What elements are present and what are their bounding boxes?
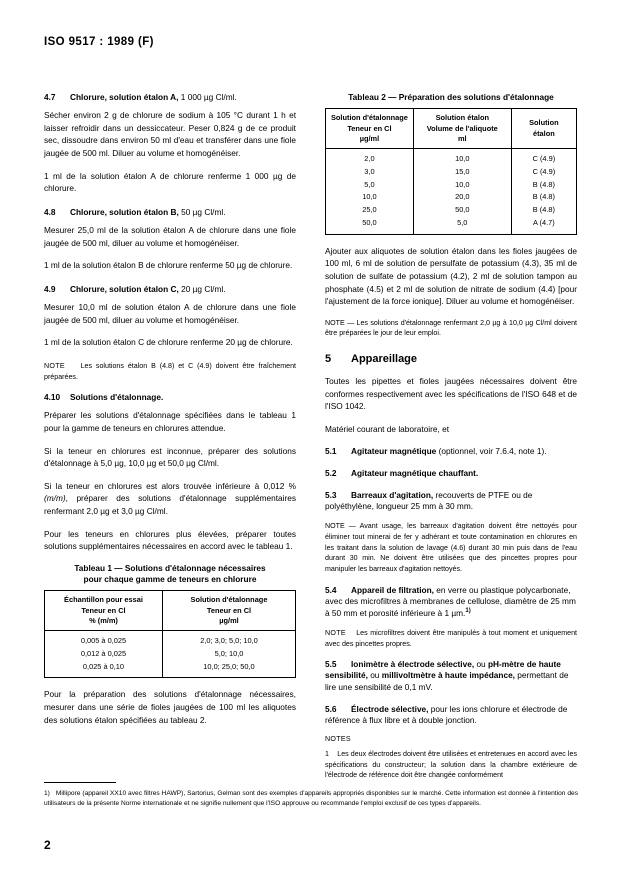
table-2-cell: 15,0 <box>413 166 511 179</box>
table-2-header-1-line-2: Teneur en Cl <box>347 123 392 133</box>
notes-title-5-6: NOTES <box>325 735 351 744</box>
clause-title-4-8: Chlorure, solution étalon B, <box>70 206 179 217</box>
table-2-body <box>326 149 577 234</box>
table-2-header-2-line-1: Solution étalon <box>435 113 489 123</box>
table-2-cell: B (4.8) <box>511 204 576 217</box>
clause-title-rest-4-8: 50 µg Cl/ml. <box>181 206 226 217</box>
table-2-header-cell-3 <box>511 109 576 149</box>
table-1-cell: 0,012 à 0,025 <box>45 648 163 661</box>
table-1-head <box>45 591 296 631</box>
table-row <box>45 631 296 648</box>
note-5-6-text: Les deux électrodes doivent être utilisées et entretenues en accord avec les spécifications du constructeur; la solution dans la chambre extérieure de l'électrode de référence doit être changée conformément <box>325 750 577 780</box>
clause-number-4-10: 4.10 <box>44 392 61 403</box>
table-1-header-1-line-1: Échantillon pour essai <box>64 595 143 605</box>
footnote-marker: 1) <box>44 790 50 797</box>
table-1-header-row <box>45 591 296 631</box>
clause-rest-5-6: pour les ions chlorure et électrode de référence à flux libre et à double jonction. <box>325 703 568 725</box>
clause-number-4-9: 4.9 <box>44 283 56 294</box>
table-2-header-2-line-2: Volume de l'aliquote <box>426 123 498 133</box>
table-2 <box>325 108 577 234</box>
table-2-header-1-line-3: µg/ml <box>359 133 380 143</box>
clause-mid-5-5-b: ou <box>367 670 382 681</box>
clause-title-5-5-c: millivoltmètre à haute impédance, <box>381 670 515 681</box>
table-1-caption-line-2: pour chaque gamme de teneurs en chlorure <box>83 574 257 585</box>
note-5-6-marker: 1 <box>325 750 329 759</box>
table-1-cell: 0,025 à 0,10 <box>45 661 163 678</box>
table-1-header-cell-1 <box>45 591 163 631</box>
table-2-cell: 25,0 <box>326 204 414 217</box>
paragraph-4-9-2: 1 ml de la solution étalon C de chlorure renferme 20 µg de chlorure. <box>44 337 293 348</box>
table-2-cell: 3,0 <box>326 166 414 179</box>
table-2-header-3-line-2: étalon <box>532 128 555 138</box>
clause-heading-5-4 <box>325 585 577 619</box>
table-2-cell: C (4.9) <box>511 166 576 179</box>
clause-heading-5-3 <box>325 490 577 512</box>
table-2-cell: 10,0 <box>413 179 511 192</box>
clause-heading-5-6 <box>325 704 577 726</box>
table-2-cell: 50,0 <box>413 204 511 217</box>
note-5-4-text: Les microfiltres doivent être manipulés à tout moment et uniquement avec des pincettes propres. <box>325 628 577 648</box>
table-1-header-1-line-3: % (m/m) <box>89 615 118 625</box>
clause-title-5-1: Agitateur magnétique <box>351 445 437 456</box>
paragraph-4-7-1: Sécher environ 2 g de chlorure de sodium à 105 °C durant 1 h et laisser refroidir dans un dessiccateur. Peser 0,824 g de ce produit sec, dissoudre dans environ 50 ml d'eau et transférer dans une fiole jaugée de 500 ml. Diluer au volume et homogénéiser. <box>44 110 296 159</box>
paragraph-4-10-3-a: Si la teneur en chlorures est alors trouvée inférieure à 0,012 % <box>44 480 296 491</box>
note-5-4-label: NOTE <box>325 628 346 637</box>
table-1 <box>44 590 296 678</box>
table-row <box>326 179 577 192</box>
left-column <box>44 92 296 736</box>
clause-number-4-7: 4.7 <box>44 92 56 102</box>
table-2-header-row <box>326 109 577 149</box>
clause-rest-5-3: recouverts de PTFE ou de polyéthylène, longueur 25 mm à 30 mm. <box>325 490 533 512</box>
note-5-6-item-1 <box>325 749 577 781</box>
note-5-3-label: NOTE — <box>325 522 360 531</box>
table-2-cell: C (4.9) <box>511 149 576 166</box>
table-2-cell: 10,0 <box>326 191 414 204</box>
table-1-header-cell-2 <box>162 591 295 631</box>
footnote-marker-inline: 1) <box>465 607 471 614</box>
section-number-5: 5 <box>325 353 332 365</box>
table-1-caption <box>44 563 296 585</box>
clause-title-5-5-b: pH-mètre de haute sensibilité, <box>325 659 561 681</box>
clause-heading-5-5 <box>325 659 577 693</box>
note-table-2-label: NOTE — <box>325 318 357 327</box>
table-1-header-2-line-3: µg/ml <box>219 615 239 625</box>
note-text-4-9: Les solutions étalon B (4.8) et C (4.9) doivent être fraîchement préparées. <box>44 361 296 381</box>
table-1-header-2-line-2: Teneur en Cl <box>206 605 252 615</box>
clause-title-5-6: Électrode sélective, <box>351 703 429 714</box>
table-2-head <box>326 109 577 149</box>
table-row <box>326 166 577 179</box>
table-2-cell: B (4.8) <box>511 179 576 192</box>
footnote-divider <box>44 782 116 783</box>
table-row <box>326 204 577 217</box>
paragraph-4-10-3-b: , préparer des solutions d'étalonnage supplémentaires renfermant 2,0 µg et 3,0 µg Cl/ml. <box>44 493 296 516</box>
table-1-wrapper <box>44 563 296 679</box>
note-5-4 <box>325 628 577 649</box>
document-header: ISO 9517 : 1989 (F) <box>44 36 154 48</box>
paragraph-4-10-1: Préparer les solutions d'étalonnage spécifiées dans le tableau 1 pour la gamme de teneurs en chlorures attendue. <box>44 410 296 433</box>
clause-number-4-8: 4.8 <box>44 206 56 217</box>
table-2-header-cell-1 <box>326 109 414 149</box>
table-2-cell: A (4.7) <box>511 217 576 234</box>
footnote-text: Millipore (appareil XX10 avec filtres HAWP), Sartorius, Gelman sont des exemples d'appareils appropriés disponibles sur le marché. Cette information est donnée à l'intention des utilisateurs de la présente Norme internationale et ne signifie nullement que l'ISO approuve ou recommande l'emploi exclusif de ces types d'appareils. <box>44 790 578 808</box>
clause-title-4-10: Solutions d'étalonnage. <box>70 392 164 403</box>
clause-heading-4-10 <box>44 392 296 403</box>
table-row <box>326 191 577 204</box>
clause-title-5-3: Barreaux d'agitation, <box>351 490 434 500</box>
clause-mid-5-5-a: ou <box>474 659 488 670</box>
table-2-header-cell-2 <box>413 109 511 149</box>
clause-heading-5-1 <box>325 446 577 457</box>
table-1-caption-line-1: Tableau 1 — Solutions d'étalonnage nécessaires <box>74 562 266 573</box>
clause-heading-5-2 <box>325 468 577 479</box>
table-2-wrapper <box>325 92 577 235</box>
clause-number-5-1: 5.1 <box>325 445 337 456</box>
table-2-header-1-line-1: Solution d'étalonnage <box>330 113 408 123</box>
table-1-cell: 10,0; 25,0; 50,0 <box>162 661 295 678</box>
table-1-cell: 5,0; 10,0 <box>162 648 295 661</box>
clause-title-5-4: Appareil de filtration, <box>351 584 434 595</box>
clause-heading-4-7 <box>44 92 296 103</box>
table-row <box>45 648 296 661</box>
clause-title-rest-4-9: 20 µg Cl/ml. <box>181 283 226 294</box>
clause-title-rest-4-7: 1 000 µg Cl/ml. <box>180 92 237 102</box>
clause-number-5-2: 5.2 <box>325 467 337 478</box>
table-1-body <box>45 631 296 678</box>
right-column <box>325 92 577 791</box>
paragraph-4-10-4: Pour les teneurs en chlorures plus élevées, préparer toutes solutions supplémentaires nécessaires en accord avec le tableau 1. <box>44 528 296 552</box>
paragraph-5-intro-2: Matériel courant de laboratoire, et <box>325 424 450 435</box>
table-2-cell: 10,0 <box>413 149 511 166</box>
paragraph-4-8-2: 1 ml de la solution étalon B de chlorure renferme 50 µg de chlorure. <box>44 260 293 271</box>
table-1-cell: 0,005 à 0,025 <box>45 631 163 648</box>
clause-rest-5-1: (optionnel, voir 7.6.4, note 1). <box>436 445 547 456</box>
clause-heading-4-9 <box>44 284 296 295</box>
note-label-4-9: NOTE <box>44 361 65 370</box>
paragraph-4-7-2: 1 ml de la solution étalon A de chlorure renferme 1 000 µg de chlorure. <box>44 170 296 194</box>
clause-title-5-5-a: Ionimètre à électrode sélective, <box>351 659 475 670</box>
clause-rest-5-5: permettant de lire une sensibilité de 0,1 mV. <box>325 670 569 692</box>
footnote <box>44 789 578 809</box>
table-2-cell: 50,0 <box>326 217 414 234</box>
clause-number-5-5: 5.5 <box>325 659 337 670</box>
clause-rest-5-4: en verre ou plastique polycarbonate, avec des microfiltres à membranes de cellulose, diamètre de 25 mm à 50 mm et porosité inférieure à 1 µm. <box>325 584 576 618</box>
table-row <box>326 149 577 166</box>
note-table-2 <box>325 318 577 339</box>
paragraph-4-10-3-italic: (m/m) <box>44 493 66 504</box>
note-5-3 <box>325 521 577 574</box>
table-row <box>45 661 296 678</box>
table-2-cell: 20,0 <box>413 191 511 204</box>
table-1-header-2-line-1: Solution d'étalonnage <box>190 595 268 605</box>
table-row <box>326 217 577 234</box>
note-4-9 <box>44 361 296 382</box>
clause-number-5-6: 5.6 <box>325 703 337 714</box>
section-heading-5 <box>325 353 577 366</box>
table-2-header-3-line-1: Solution <box>529 118 559 128</box>
table-2-header-2-line-3: ml <box>457 133 467 143</box>
table-2-caption: Tableau 2 — Préparation des solutions d'étalonnage <box>348 92 554 102</box>
paragraph-4-10-2: Si la teneur en chlorures est inconnue, préparer des solutions d'étalonnage à 5,0 µg, 10,0 µg et 50,0 µg Cl/ml. <box>44 445 296 469</box>
clause-number-5-4: 5.4 <box>325 584 337 595</box>
clause-title-5-2: Agitateur magnétique chauffant. <box>351 467 479 478</box>
note-table-2-text: Les solutions d'étalonnage renfermant 2,0 µg à 10,0 µg Cl/ml doivent être préparées le jour de leur emploi. <box>325 318 577 338</box>
table-2-cell: 2,0 <box>326 149 414 166</box>
clause-heading-4-8 <box>44 207 296 218</box>
clause-number-5-3: 5.3 <box>325 490 337 500</box>
table-1-header-1-line-2: Teneur en Cl <box>81 605 126 615</box>
table-2-cell: B (4.8) <box>511 191 576 204</box>
clause-title-4-9: Chlorure, solution étalon C, <box>70 283 179 294</box>
paragraph-ajouter: Ajouter aux aliquotes de solution étalon dans les fioles jaugées de 100 ml, 6 ml de solution de persulfate de potassium (4.3), 35 ml de solution de sulfate de potassium (4.2), 2 ml de solution tampon au phosphate (4.5) et 2 ml de solution de nitrate de sodium (4.4) [pour l'ajustement de la force ionique]. Diluer au volume et homogénéiser. <box>325 245 577 307</box>
paragraph-4-10-3 <box>44 480 296 518</box>
clause-title-4-7: Chlorure, solution étalon A, <box>70 92 179 102</box>
paragraph-4-8-1: Mesurer 25,0 ml de la solution étalon A de chlorure dans une fiole jaugée de 500 ml, diluer au volume et homogénéiser. <box>44 225 296 248</box>
paragraph-4-10-5: Pour la préparation des solutions d'étalonnage nécessaires, mesurer dans une série de fioles jaugées de 100 ml les aliquotes des solutions étalon spécifiées au tableau 2. <box>44 689 296 725</box>
table-2-cell: 5,0 <box>413 217 511 234</box>
note-5-3-text: Avant usage, les barreaux d'agitation doivent être nettoyés pour éliminer tout minerai de fer y adhérant et toute contamination en chlorures en les traitant dans la solution de lavage (4.6) durant 30 min puis dans de l'eau durant 30 min. Ne doivent être utilisées que des pincettes propres pour manipuler les barreaux d'agitation nettoyés. <box>325 522 577 573</box>
page-number: 2 <box>44 838 51 852</box>
paragraph-4-9-1: Mesurer 10,0 ml de solution étalon A de chlorure dans une fiole jaugée de 500 ml, diluer au volume et homogénéiser. <box>44 302 296 325</box>
table-1-cell: 2,0; 3,0; 5,0; 10,0 <box>162 631 295 648</box>
table-2-cell: 5,0 <box>326 179 414 192</box>
section-title-5: Appareillage <box>351 353 418 365</box>
paragraph-5-intro-1: Toutes les pipettes et fioles jaugées nécessaires doivent être conformes respectivement avec les spécifications de l'ISO 648 et de l'ISO 1042. <box>325 376 577 412</box>
